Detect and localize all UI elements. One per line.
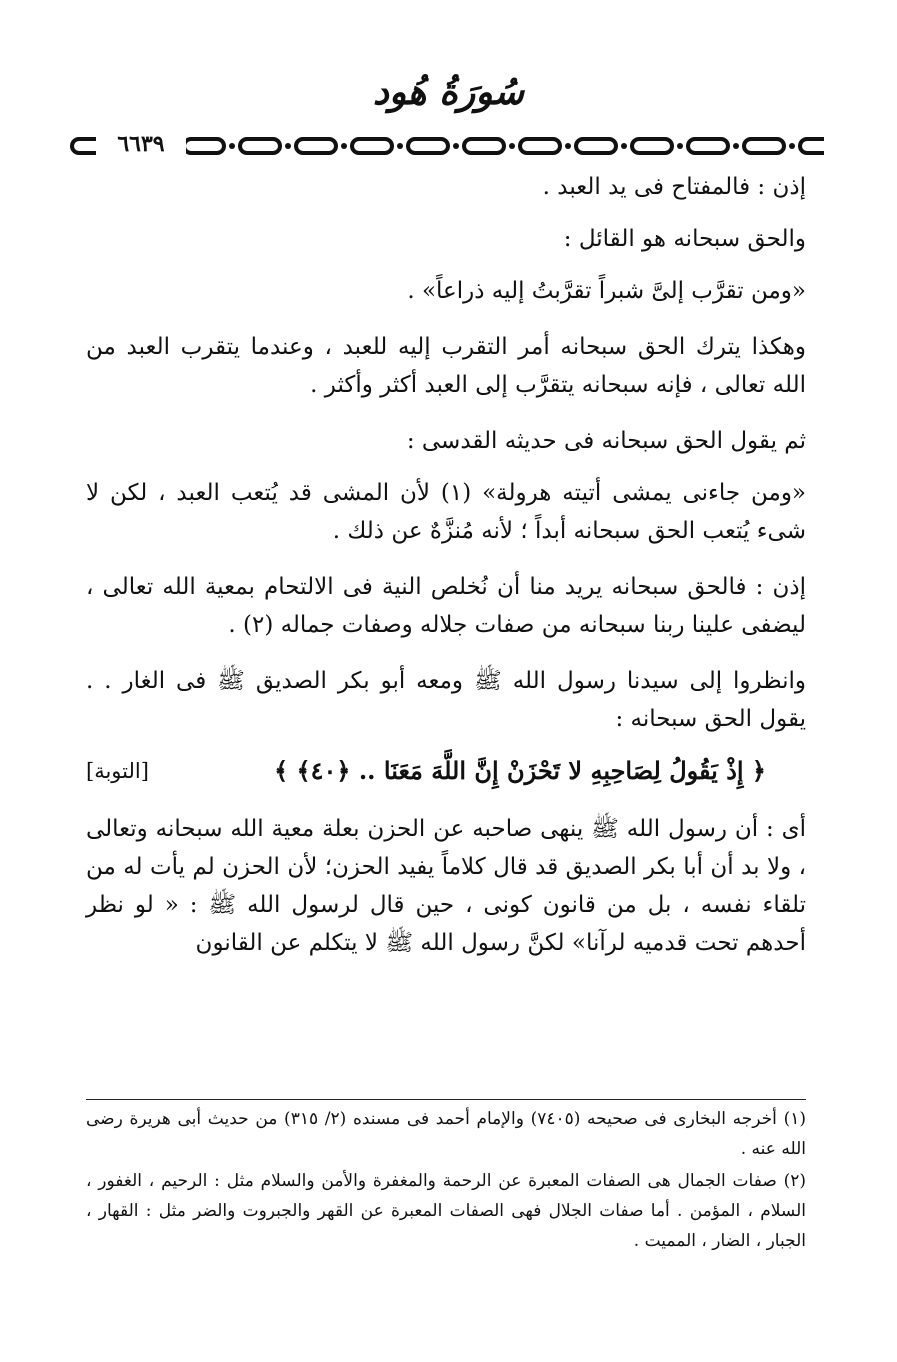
chain-link <box>744 139 784 153</box>
chain-dot <box>285 143 291 149</box>
chain-link <box>576 139 616 153</box>
chain-link <box>800 139 824 153</box>
paragraph: والحق سبحانه هو القائل : <box>563 226 806 252</box>
paragraph: ثم يقول الحق سبحانه فى حديثه القدسى : <box>406 428 806 454</box>
chain-dot <box>509 143 515 149</box>
chain-dot <box>341 143 347 149</box>
footnote: (٢) صفات الجمال هى الصفات المعبرة عن الرحمة والمغفرة والأمن والسلام مثل : الرحيم ، الغفور ، السلام ، المؤمن . أما صفات الجلال فهى الصفات المعبرة عن القهر والجبروت والضر مثل : القهار ، الجبار ، الضار ، المميت . <box>86 1171 806 1251</box>
verse-reference: [التوبة] <box>86 759 149 783</box>
chain-dot <box>677 143 683 149</box>
paragraph: «ومن جاءنى يمشى أتيته هرولة» (١) لأن المشى قد يُتعب العبد ، لكن لا شىء يُتعب الحق سبحانه أبداً ؛ لأنه مُنزَّهٌ عن ذلك . <box>86 480 806 544</box>
hadith-quote: «ومن تقرَّب إلىَّ شبراً تقرَّبتُ إليه ذراعاً» . <box>407 278 806 304</box>
main-text <box>86 168 806 980</box>
chain-link <box>632 139 672 153</box>
chain-dot <box>621 143 627 149</box>
chain-link <box>688 139 728 153</box>
chain-dot <box>565 143 571 149</box>
chain-dot <box>733 143 739 149</box>
chain-link <box>520 139 560 153</box>
chain-dot <box>229 143 235 149</box>
chain-dot <box>453 143 459 149</box>
paragraph: إذن : فالمفتاح فى يد العبد . <box>542 174 806 200</box>
paragraph: وانظروا إلى سيدنا رسول الله ﷺ ومعه أبو بكر الصديق ﷺ فى الغار . . يقول الحق سبحانه : <box>86 668 806 732</box>
quran-verse: ﴿ إِذْ يَقُولُ لِصَاحِبِهِ لا تَحْزَنْ إِنَّ اللَّهَ مَعَنَا .. ﴿٤٠﴾ ﴾ <box>274 756 766 785</box>
paragraph: وهكذا يترك الحق سبحانه أمر التقرب إليه للعبد ، وعندما يتقرب العبد من الله تعالى ، فإنه سبحانه يتقرَّب إلى العبد أكثر وأكثر . <box>86 334 806 398</box>
footnote: (١) أخرجه البخارى فى صحيحه (٧٤٠٥) والإمام أحمد فى مسنده (٢/ ٣١٥) من حديث أبى هريرة رضى الله عنه . <box>86 1109 806 1159</box>
chain-dot <box>397 143 403 149</box>
quran-verse-row <box>86 752 806 792</box>
chain-link <box>352 139 392 153</box>
chain-dot <box>789 143 795 149</box>
paragraph: أى : أن رسول الله ﷺ ينهى صاحبه عن الحزن بعلة معية الله سبحانه وتعالى ، ولا بد أن أبا بكر الصديق قد قال كلاماً يفيد الحزن؛ لأن الحزن لم يأت له من تلقاء نفسه ، بل من قانون كونى ، حين قال لرسول الله ﷺ : « لو نظر أحدهم تحت قدميه لرآنا» لكنَّ رسول الله ﷺ لا يتكلم عن القانون <box>86 816 806 956</box>
footnotes <box>86 1104 806 1258</box>
page-number: ٦٦٣٩ <box>96 129 186 159</box>
chain-link <box>184 139 224 153</box>
chain-link <box>408 139 448 153</box>
paragraph: إذن : فالحق سبحانه يريد منا أن نُخلص النية فى الالتحام بمعية الله تعالى ، ليضفى علينا ربنا سبحانه من صفات جلاله وصفات جماله (٢) . <box>86 574 806 638</box>
chain-link <box>464 139 504 153</box>
chain-link <box>296 139 336 153</box>
surah-title: سُورَةُ هُود <box>372 71 525 113</box>
chain-link <box>240 139 280 153</box>
footnote-divider <box>86 1099 806 1100</box>
